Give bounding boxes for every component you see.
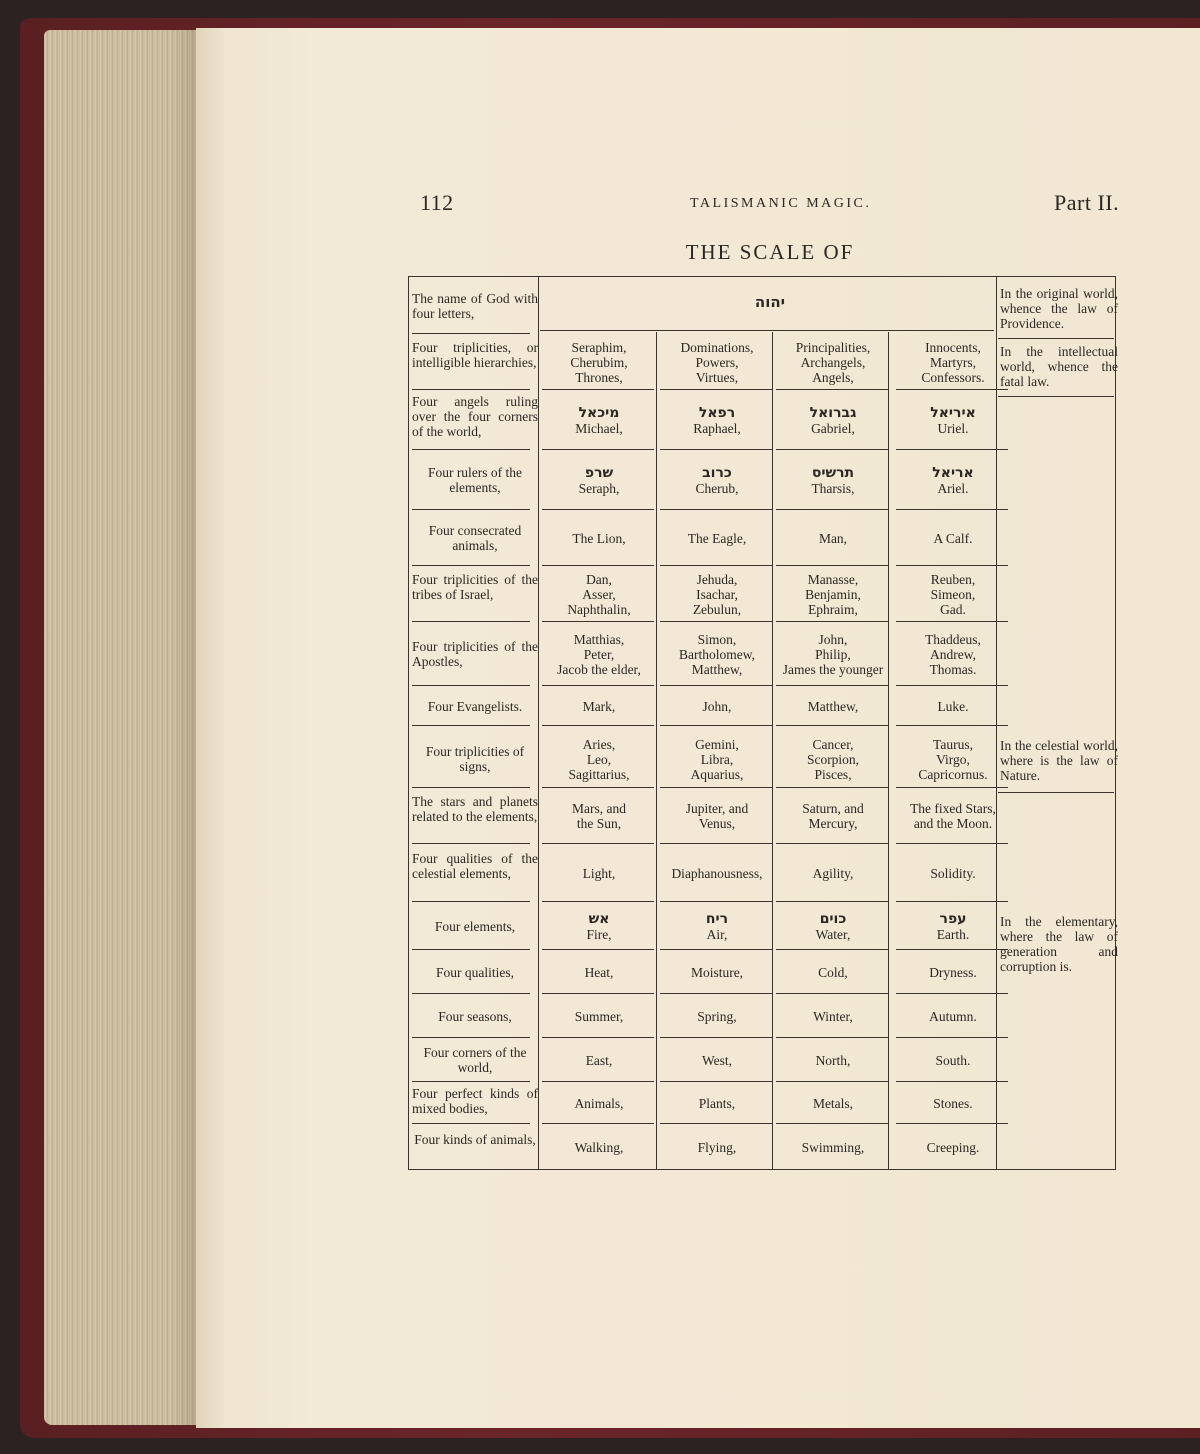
cell-rule xyxy=(660,389,772,390)
cell-rule xyxy=(776,389,888,390)
row-rule xyxy=(412,843,530,844)
cell-rule xyxy=(660,993,772,994)
table-cell xyxy=(774,1053,892,1068)
table-cell xyxy=(894,866,1012,881)
tetragrammaton-rule xyxy=(540,330,994,331)
table-cell xyxy=(540,531,658,546)
hebrew-name: תרשיס xyxy=(811,465,855,481)
table-cell xyxy=(774,699,892,714)
cell-text: The Eagle, xyxy=(687,530,747,546)
cell-text: Reuben, Simeon, Gad. xyxy=(930,571,976,617)
row-rule xyxy=(412,1081,530,1082)
running-head xyxy=(0,186,1200,226)
table-cell xyxy=(540,465,658,496)
cell-text: Gemini, Libra, Aquarius, xyxy=(690,736,744,782)
cell-text: Air, xyxy=(706,927,728,942)
table-cell xyxy=(774,340,892,385)
table-cell xyxy=(658,801,776,831)
table-cell xyxy=(540,632,658,677)
cell-text: Winter, xyxy=(813,1008,853,1024)
cell-rule xyxy=(896,389,1008,390)
cell-text: Ariel. xyxy=(937,481,969,496)
row-label: Four qualities, xyxy=(436,964,514,980)
running-title: TALISMANIC MAGIC. xyxy=(690,196,872,211)
cell-text: Uriel. xyxy=(937,421,969,436)
table-cell xyxy=(894,911,1012,942)
table-cell xyxy=(658,699,776,714)
row-label: Four corners of the world, xyxy=(423,1045,527,1075)
row-label: Four triplicities of the Apostles, xyxy=(412,639,538,669)
row-rule xyxy=(412,449,530,450)
cell-text: Michael, xyxy=(575,421,623,436)
cell-text: Jupiter, and Venus, xyxy=(685,801,749,831)
cell-rule xyxy=(896,949,1008,950)
cell-rule xyxy=(896,1123,1008,1124)
cell-text: Dryness. xyxy=(929,964,977,980)
table-cell xyxy=(774,531,892,546)
cell-rule xyxy=(542,565,654,566)
cell-text: Creeping. xyxy=(926,1139,980,1155)
table-cell xyxy=(658,965,776,980)
row-label: Four Evangelists. xyxy=(427,698,523,714)
cell-text: North, xyxy=(815,1052,851,1068)
cell-rule xyxy=(896,787,1008,788)
cell-rule xyxy=(542,949,654,950)
hebrew-name: אש xyxy=(588,911,610,927)
row-rule xyxy=(412,787,530,788)
cell-rule xyxy=(896,725,1008,726)
cell-rule xyxy=(542,685,654,686)
table-cell xyxy=(540,1096,658,1111)
cell-text: West, xyxy=(701,1052,733,1068)
cell-text: Jehuda, Isachar, Zebulun, xyxy=(692,571,742,617)
table-cell xyxy=(774,1140,892,1155)
cell-text: Swimming, xyxy=(801,1139,865,1155)
cell-text: John, xyxy=(702,698,732,714)
table-cell xyxy=(894,572,1012,617)
cell-rule xyxy=(776,787,888,788)
cell-rule xyxy=(776,949,888,950)
cell-rule xyxy=(896,449,1008,450)
cell-rule xyxy=(776,449,888,450)
cell-rule xyxy=(776,1169,888,1170)
cell-rule xyxy=(776,685,888,686)
row-label: Four kinds of animals, xyxy=(414,1132,536,1147)
cell-rule xyxy=(542,449,654,450)
cell-text: Plants, xyxy=(698,1095,736,1111)
cell-rule xyxy=(776,1123,888,1124)
cell-text: Mars, and the Sun, xyxy=(572,801,626,831)
side-note: In the elementary, where the law of generation and corruption is. xyxy=(1000,914,1118,974)
table-cell xyxy=(658,632,776,677)
cell-text: Simon, Bartholomew, Matthew, xyxy=(679,631,755,677)
table-column-rule xyxy=(538,276,539,1170)
cell-text: Taurus, Virgo, Capricornus. xyxy=(918,736,988,782)
cell-rule xyxy=(776,1081,888,1082)
hebrew-name: שרפ xyxy=(584,465,614,481)
cell-rule xyxy=(660,621,772,622)
table-cell xyxy=(894,405,1012,436)
row-rule xyxy=(412,621,530,622)
table-cell xyxy=(540,1053,658,1068)
table-cell xyxy=(658,1009,776,1024)
cell-rule xyxy=(660,685,772,686)
table-cell xyxy=(774,737,892,782)
row-label: The name of God with four letters, xyxy=(412,291,538,321)
hebrew-name: איריאל xyxy=(930,405,976,421)
row-rule xyxy=(412,949,530,950)
table-cell xyxy=(774,866,892,881)
cell-text: Metals, xyxy=(812,1095,854,1111)
table-cell xyxy=(540,572,658,617)
cell-text: The fixed Stars, and the Moon. xyxy=(910,801,996,831)
table-cell xyxy=(774,801,892,831)
page-number: 112 xyxy=(420,190,454,215)
cell-rule xyxy=(660,449,772,450)
cell-text: Agility, xyxy=(812,865,854,881)
cell-rule xyxy=(896,685,1008,686)
cell-rule xyxy=(542,1037,654,1038)
table-cell xyxy=(894,699,1012,714)
row-rule xyxy=(412,1169,530,1170)
cell-rule xyxy=(776,509,888,510)
hebrew-name: אריאל xyxy=(932,465,974,481)
table-cell xyxy=(540,405,658,436)
table-cell xyxy=(774,405,892,436)
row-rule xyxy=(412,565,530,566)
table-cell xyxy=(774,572,892,617)
table-cell xyxy=(540,737,658,782)
cell-rule xyxy=(542,1169,654,1170)
cell-text: Luke. xyxy=(937,698,969,714)
cell-text: Seraphim, Cherubim, Thrones, xyxy=(570,339,628,385)
table-cell xyxy=(658,340,776,385)
table-cell xyxy=(658,1096,776,1111)
cell-rule xyxy=(660,787,772,788)
cell-rule xyxy=(896,1037,1008,1038)
cell-rule xyxy=(542,621,654,622)
cell-rule xyxy=(896,565,1008,566)
cell-text: East, xyxy=(585,1052,613,1068)
cell-text: Water, xyxy=(815,927,851,942)
hebrew-name: ריח xyxy=(705,911,729,927)
cell-rule xyxy=(660,1123,772,1124)
cell-rule xyxy=(542,993,654,994)
table-cell xyxy=(894,737,1012,782)
cell-rule xyxy=(776,725,888,726)
cell-text: Principalities, Archangels, Angels, xyxy=(795,339,871,385)
table-cell xyxy=(540,1140,658,1155)
cell-rule xyxy=(660,565,772,566)
cell-rule xyxy=(542,725,654,726)
table-cell xyxy=(774,1009,892,1024)
row-label: Four perfect kinds of mixed bodies, xyxy=(412,1086,538,1116)
cell-text: A Calf. xyxy=(933,530,973,546)
row-label: Four seasons, xyxy=(438,1008,512,1024)
cell-text: Moisture, xyxy=(690,964,744,980)
cell-rule xyxy=(896,1081,1008,1082)
cell-rule xyxy=(542,509,654,510)
cell-text: Spring, xyxy=(697,1008,737,1024)
cell-text: Walking, xyxy=(574,1139,624,1155)
table-cell xyxy=(658,531,776,546)
side-note: In the celestial world, where is the law of Nature. xyxy=(1000,738,1118,783)
cell-rule xyxy=(776,565,888,566)
cell-text: South. xyxy=(935,1052,971,1068)
cell-text: Thaddeus, Andrew, Thomas. xyxy=(925,631,981,677)
table-cell xyxy=(894,531,1012,546)
table-cell xyxy=(658,465,776,496)
cell-rule xyxy=(542,901,654,902)
table-title: THE SCALE OF xyxy=(685,240,855,264)
side-note: In the original world, whence the law of Providence. xyxy=(1000,286,1118,331)
table-cell xyxy=(540,699,658,714)
cell-text: Animals, xyxy=(574,1095,624,1111)
table-cell xyxy=(894,465,1012,496)
cell-text: Flying, xyxy=(697,1139,737,1155)
table-cell xyxy=(540,965,658,980)
cell-text: Dan, Asser, Naphthalin, xyxy=(567,571,631,617)
row-label: Four elements, xyxy=(434,918,516,934)
hebrew-name: גברואל xyxy=(809,405,857,421)
table-cell xyxy=(894,1096,1012,1111)
cell-text: Saturn, and Mercury, xyxy=(802,801,864,831)
table-cell xyxy=(540,801,658,831)
cell-text: Cancer, Scorpion, Pisces, xyxy=(806,736,860,782)
cell-text: Tharsis, xyxy=(811,481,855,496)
table-cell xyxy=(658,737,776,782)
cell-rule xyxy=(896,843,1008,844)
cell-rule xyxy=(542,1123,654,1124)
row-label: Four triplicities, or intelligible hierarchies, xyxy=(412,339,538,370)
row-label: Four rulers of the elements, xyxy=(427,465,523,495)
cell-rule xyxy=(896,993,1008,994)
part-label: Part II. xyxy=(1054,190,1120,215)
cell-text: Autumn. xyxy=(929,1008,977,1024)
table-cell xyxy=(540,340,658,385)
cell-rule xyxy=(896,509,1008,510)
row-rule xyxy=(412,1123,530,1124)
row-label: Four consecrated animals, xyxy=(428,523,522,553)
cell-text: Fire, xyxy=(586,927,612,942)
cell-text: Cold, xyxy=(818,964,848,980)
cell-rule xyxy=(896,1169,1008,1170)
cell-rule xyxy=(542,787,654,788)
cell-rule xyxy=(660,949,772,950)
row-label: The stars and planets related to the elements, xyxy=(412,793,538,824)
row-rule xyxy=(412,333,530,334)
cell-text: Mark, xyxy=(582,698,616,714)
table-cell xyxy=(774,1096,892,1111)
hebrew-name: רפאל xyxy=(698,405,736,421)
table-cell xyxy=(894,1140,1012,1155)
hebrew-name: כוים xyxy=(819,911,847,927)
table-cell xyxy=(774,965,892,980)
cell-rule xyxy=(542,1081,654,1082)
table-cell xyxy=(540,911,658,942)
cell-text: Solidity. xyxy=(930,865,976,881)
table-cell xyxy=(658,572,776,617)
row-rule xyxy=(412,993,530,994)
row-label: Four angels ruling over the four corners of the world, xyxy=(412,394,538,439)
cell-text: Man, xyxy=(818,530,848,546)
cell-rule xyxy=(660,843,772,844)
cell-text: Stones. xyxy=(933,1095,973,1111)
cell-rule xyxy=(776,993,888,994)
cell-text: Innocents, Martyrs, Confessors. xyxy=(921,339,985,385)
cell-text: Aries, Leo, Sagittarius, xyxy=(568,736,630,782)
table-cell xyxy=(774,632,892,677)
cell-text: Earth. xyxy=(936,927,970,942)
table-cell xyxy=(658,405,776,436)
cell-text: Dominations, Powers, Virtues, xyxy=(680,339,754,385)
cell-text: Summer, xyxy=(574,1008,624,1024)
hebrew-name: עפר xyxy=(939,911,967,927)
hebrew-name: מיכאל xyxy=(578,405,620,421)
side-note-rule xyxy=(998,396,1114,397)
cell-text: Heat, xyxy=(584,964,614,980)
cell-text: Matthew, xyxy=(807,698,859,714)
table-cell xyxy=(658,911,776,942)
cell-rule xyxy=(660,1081,772,1082)
table-cell xyxy=(894,632,1012,677)
row-rule xyxy=(412,509,530,510)
cell-text: Raphael, xyxy=(693,421,741,436)
table-cell xyxy=(894,1053,1012,1068)
tetragrammaton: יהוה xyxy=(754,293,786,311)
cell-rule xyxy=(660,1169,772,1170)
side-note: In the intellectual world, whence the fatal law. xyxy=(1000,344,1118,389)
cell-rule xyxy=(660,509,772,510)
cell-rule xyxy=(896,901,1008,902)
table-cell xyxy=(894,801,1012,831)
cell-rule xyxy=(660,901,772,902)
row-rule xyxy=(412,1037,530,1038)
cell-text: John, Philip, James the younger xyxy=(782,631,884,677)
cell-rule xyxy=(776,843,888,844)
table-cell xyxy=(894,965,1012,980)
table-cell xyxy=(540,1009,658,1024)
side-note-rule xyxy=(998,338,1114,339)
cell-text: The Lion, xyxy=(572,530,626,546)
cell-text: Diaphanousness, xyxy=(671,865,763,881)
cell-rule xyxy=(660,1037,772,1038)
row-label: Four qualities of the celestial elements, xyxy=(412,850,538,881)
row-label: Four triplicities of the tribes of Israel, xyxy=(412,571,538,602)
cell-text: Cherub, xyxy=(695,481,739,496)
row-rule xyxy=(412,389,530,390)
row-rule xyxy=(412,685,530,686)
table-cell xyxy=(658,1053,776,1068)
row-label: Four triplicities of signs, xyxy=(425,744,525,774)
table-cell xyxy=(658,1140,776,1155)
cell-text: Seraph, xyxy=(578,481,620,496)
cell-rule xyxy=(542,843,654,844)
table-cell xyxy=(894,340,1012,385)
cell-text: Manasse, Benjamin, Ephraim, xyxy=(805,571,861,617)
hebrew-name: כרוב xyxy=(702,465,732,481)
cell-text: Light, xyxy=(582,865,616,881)
table-cell xyxy=(540,866,658,881)
cell-rule xyxy=(896,621,1008,622)
cell-rule xyxy=(776,901,888,902)
table-cell xyxy=(774,911,892,942)
cell-text: Gabriel, xyxy=(811,421,855,436)
table-cell xyxy=(894,1009,1012,1024)
cell-rule xyxy=(542,389,654,390)
row-rule xyxy=(412,725,530,726)
side-note-rule xyxy=(998,792,1114,793)
cell-rule xyxy=(660,725,772,726)
table-cell xyxy=(658,866,776,881)
cell-rule xyxy=(776,1037,888,1038)
table-cell xyxy=(774,465,892,496)
cell-rule xyxy=(776,621,888,622)
cell-text: Matthias, Peter, Jacob the elder, xyxy=(557,631,641,677)
row-rule xyxy=(412,901,530,902)
